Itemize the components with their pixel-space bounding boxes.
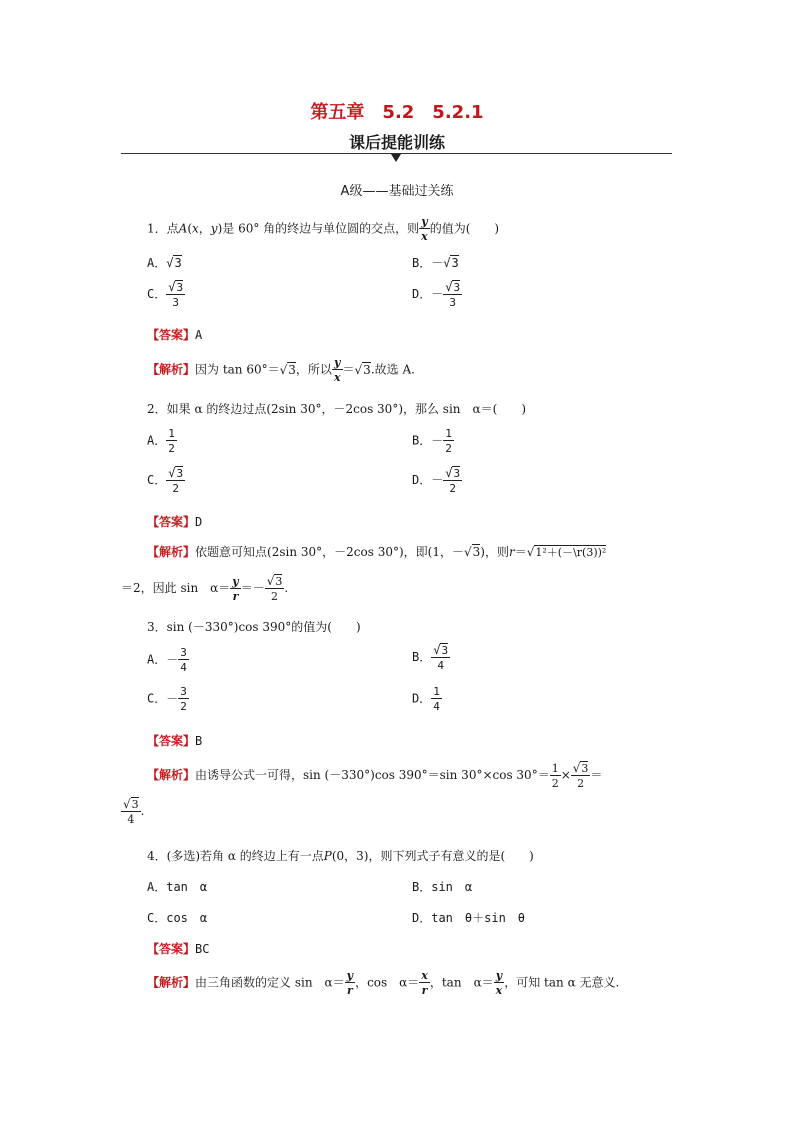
q4-answer: 【答案】BC	[147, 942, 210, 956]
q3-option-b: B． $\frac{√3}{4}$	[412, 643, 449, 672]
q2-option-b: B．－ $\frac{1}{2}$	[412, 427, 452, 455]
q2-analysis-line1: 【解析】依题意可知点(2sin 30°，－2cos 30°)，即(1，－√3)，则r＝√1²＋(－\r(3))²	[147, 545, 607, 559]
q1-option-c: C． $\frac{√3}{3}$	[147, 280, 184, 309]
level-heading: A级——基础过关练	[340, 184, 454, 199]
q2-option-c: C． $\frac{√3}{2}$	[147, 466, 184, 495]
q3-stem: 3．sin (－330°)cos 390°的值为( )	[147, 620, 361, 634]
q1-stem: 1．点A(x，y)是 60° 角的终边与单位圆的交点，则 $\frac{y}{x}$ 的值为( )	[147, 215, 500, 243]
q1-answer: 【答案】A	[147, 328, 203, 342]
q4-analysis: 【解析】由三角函数的定义 sin α＝ $\frac{y}{r}$ ，cos α＝ $\frac{x}{r}$ ，tan α＝ $\frac{y}{x}$ ，可知 tan α 无意义.	[147, 969, 620, 997]
q4-stem: 4．(多选)若角 α 的终边上有一点P(0，3)，则下列式子有意义的是( )	[147, 849, 534, 863]
q3-answer: 【答案】B	[147, 734, 203, 748]
q3-analysis-line1: 【解析】由诱导公式一可得，sin (－330°)cos 390°＝sin 30°×cos 30°＝ $\frac{1}{2}$ × $\frac{√3}{2}$ ＝	[147, 761, 603, 790]
q1-option-b: B．－√3	[412, 256, 459, 270]
q2-stem: 2．如果 α 的终边过点(2sin 30°，－2cos 30°)，那么 sin α＝( )	[147, 402, 527, 416]
q4-option-d: D．tan θ＋sin θ	[412, 911, 526, 925]
q3-analysis-line2: $\frac{√3}{4}$ .	[123, 797, 145, 826]
q2-option-d: D．－ $\frac{√3}{2}$	[412, 466, 461, 495]
q3-option-d: D． $\frac{1}{4}$	[412, 685, 440, 713]
q4-option-b: B．sin α	[412, 880, 473, 894]
chapter-title: 第五章 5.2 5.2.1	[310, 102, 484, 123]
q1-option-d: D．－ $\frac{√3}{3}$	[412, 280, 461, 309]
q4-option-c: C．cos α	[147, 911, 208, 925]
q1-stem-fraction: $\frac{y}{x}$	[421, 215, 428, 243]
header-triangle-icon	[391, 154, 401, 162]
q1-option-a: A．√3	[147, 256, 182, 270]
q4-option-a: A．tan α	[147, 880, 208, 894]
q1-analysis: 【解析】因为 tan 60°＝√3，所以 $\frac{y}{x}$ ＝√3.故选 A.	[147, 356, 415, 384]
q2-option-a: A． $\frac{1}{2}$	[147, 427, 175, 455]
q2-analysis-line2: ＝2，因此 sin α＝ $\frac{y}{r}$ ＝－ $\frac{√3}{2}$ .	[121, 574, 289, 603]
q3-option-c: C．－ $\frac{3}{2}$	[147, 685, 187, 713]
q3-option-a: A．－ $\frac{3}{4}$	[147, 646, 187, 674]
page-subtitle: 课后提能训练	[348, 133, 445, 152]
q2-answer: 【答案】D	[147, 515, 203, 529]
